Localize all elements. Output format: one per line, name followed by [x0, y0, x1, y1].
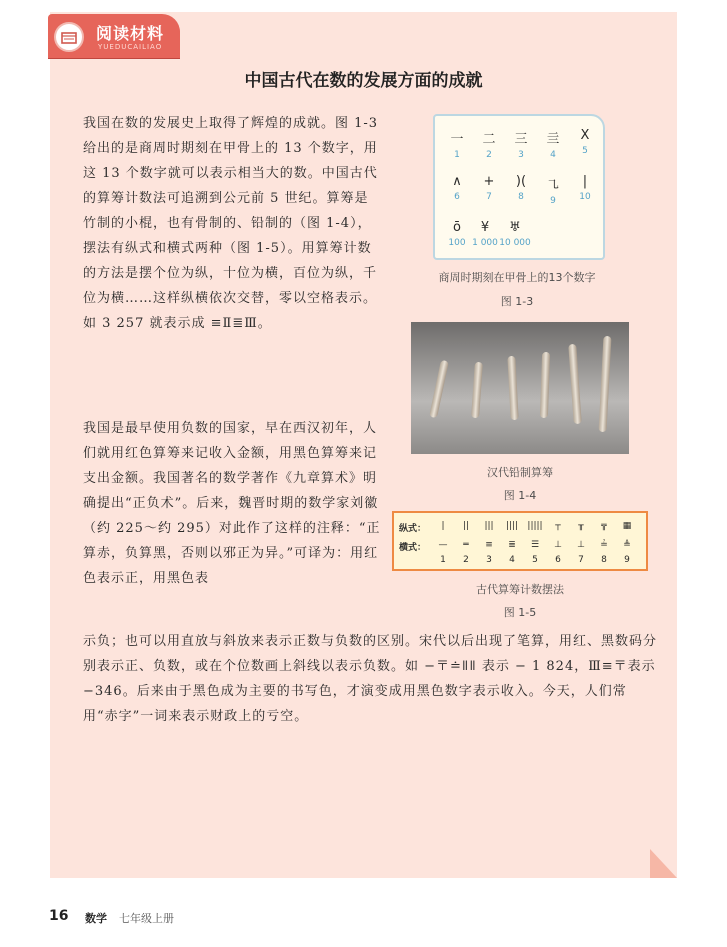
- oracle-bone-numerals-figure: [433, 114, 605, 260]
- page-number: 16: [49, 908, 69, 924]
- numeral-glyph: 亖: [546, 132, 560, 147]
- numeral-glyph: ∧: [452, 174, 462, 189]
- horizontal-rod-glyph: —: [438, 540, 448, 550]
- figure-caption: 汉代铅制算筹: [487, 466, 553, 479]
- reading-badge: [48, 14, 180, 58]
- paragraph-1: 我国在数的发展史上取得了辉煌的成就。图 1-3 给出的是商周时期刻在甲骨上的 13 个数字，用这 13 个数字就可以表示相当大的数。中国古代的算筹计数法可追溯到公元前 5 世纪。算筹是竹制的小棍，也有骨制的、铅制的（图 1-4），摆法有纵式和横式两种（图 1-5）。用算筹计数的方法是摆个位为纵，十位为横，百位为纵，千位为横……这样纵横依次交替，零以空格表示。如 3 257 就表示成 ≡Ⅱ≣Ⅲ。: [83, 116, 379, 331]
- footer-book: 七年级上册: [119, 912, 174, 925]
- vertical-rod-glyph: ||||: [505, 521, 519, 531]
- vertical-rod-glyph: |||: [484, 521, 494, 531]
- figure-label: 图 1-4: [503, 489, 537, 502]
- numeral-value: 1: [454, 150, 460, 160]
- figure-caption: 商周时期刻在甲骨上的13个数字: [438, 271, 596, 284]
- rod-number: 2: [463, 555, 469, 565]
- numeral-glyph: X: [580, 128, 590, 143]
- horizontal-form-label: 横式：: [399, 543, 427, 553]
- vertical-form-label: 纵式：: [399, 524, 427, 534]
- horizontal-rod-glyph: ☰: [530, 540, 540, 550]
- numeral-value: 7: [486, 192, 492, 202]
- numeral-value: 10 000: [499, 238, 531, 248]
- numeral-value: 5: [582, 146, 588, 156]
- page-title: 中国古代在数的发展方面的成就: [244, 71, 483, 91]
- vertical-rod-glyph: ┬: [555, 521, 561, 531]
- figure-caption: 古代算筹计数摆法: [476, 583, 564, 596]
- rod-number: 6: [555, 555, 561, 565]
- footer-subject: 数学: [85, 912, 107, 925]
- horizontal-rod-glyph: ≣: [508, 540, 516, 550]
- numeral-value: 6: [454, 192, 460, 202]
- numeral-row-1: [441, 128, 601, 162]
- figure-label: 图 1-5: [503, 606, 537, 619]
- book-icon: [54, 22, 84, 52]
- numeral-value: 100: [448, 238, 466, 248]
- numeral-value: 1 000: [472, 238, 498, 248]
- horizontal-rod-glyph: ≜: [623, 540, 631, 550]
- paragraph-3: 示负；也可以用直放与斜放来表示正数与负数的区别。宋代以后出现了笔算，用红、黑数码分别表示正、负数，或在个位数画上斜线以表示负数。如 −〒≐ǁǁ 表示 − 1 824，Ⅲ≡〒表示 −346。后来由于黑色成为主要的书写色，才演变成用黑色数字表示收入。今天，人们常用“赤字”一词来表示财政上的亏空。: [83, 634, 658, 724]
- counting-rod: [429, 360, 449, 418]
- rod-number: 5: [532, 555, 538, 565]
- numeral-glyph: ㇈: [546, 178, 560, 193]
- counting-rod-notation-figure: [392, 511, 648, 571]
- counting-rod: [540, 352, 550, 418]
- counting-rod: [507, 356, 518, 420]
- numeral-glyph: )(: [515, 174, 527, 189]
- vertical-rod-glyph: |||||: [527, 521, 543, 531]
- paragraph-2: 我国是最早使用负数的国家，早在西汉初年，人们就用红色算筹来记收入金额，用黑色算筹来记支出金额。我国著名的数学著作《九章算术》明确提出“正负术”。后来，魏晋时期的数学家刘徽（约 225～约 295）对此作了这样的注释：“正算赤，负算黑，否则以邪正为异。”可译为：用红色表示正，用黑色表: [83, 421, 381, 586]
- horizontal-rod-glyph: ═: [463, 540, 469, 550]
- numeral-glyph: ♅: [509, 220, 521, 235]
- vertical-rod-glyph: |: [441, 521, 445, 531]
- numeral-row-2: [441, 174, 601, 208]
- numeral-value: 4: [550, 150, 556, 160]
- numeral-value: 10: [579, 192, 591, 202]
- numeral-row-3: [441, 220, 601, 254]
- numeral-glyph: ō: [453, 220, 461, 235]
- vertical-rod-glyph: ╦: [601, 521, 607, 531]
- numeral-glyph: 二: [482, 132, 496, 147]
- numeral-glyph: 一: [450, 132, 464, 147]
- counting-rod: [471, 362, 483, 418]
- numeral-glyph: 三: [514, 132, 528, 147]
- numeral-glyph: ¥: [480, 220, 490, 235]
- badge-title: 阅读材料: [96, 24, 165, 43]
- horizontal-rod-glyph: ⊥: [577, 540, 585, 550]
- rod-number: 7: [578, 555, 584, 565]
- vertical-rod-glyph: ||: [462, 521, 470, 531]
- vertical-rod-glyph: ▦: [622, 521, 632, 531]
- figure-label: 图 1-3: [500, 295, 534, 308]
- numeral-value: 9: [550, 196, 556, 206]
- rod-number: 1: [440, 555, 446, 565]
- vertical-rod-glyph: ╥: [578, 521, 584, 531]
- rod-number: 3: [486, 555, 492, 565]
- counting-rod: [598, 336, 611, 432]
- counting-rod: [568, 344, 582, 424]
- rod-number: 4: [509, 555, 515, 565]
- numeral-glyph: |: [582, 174, 588, 189]
- badge-subtitle: YUEDUCAILIAO: [98, 43, 163, 51]
- horizontal-rod-glyph: ≡: [485, 540, 493, 550]
- numeral-value: 2: [486, 150, 492, 160]
- rod-number: 9: [624, 555, 630, 565]
- page-fold-corner: [650, 849, 677, 878]
- horizontal-rod-glyph: ≟: [600, 540, 608, 550]
- numeral-glyph: +: [483, 174, 495, 189]
- numeral-value: 8: [518, 192, 524, 202]
- horizontal-rod-glyph: ⊥: [554, 540, 562, 550]
- lead-counting-rods-photo: [411, 322, 629, 454]
- rod-number: 8: [601, 555, 607, 565]
- numeral-value: 3: [518, 150, 524, 160]
